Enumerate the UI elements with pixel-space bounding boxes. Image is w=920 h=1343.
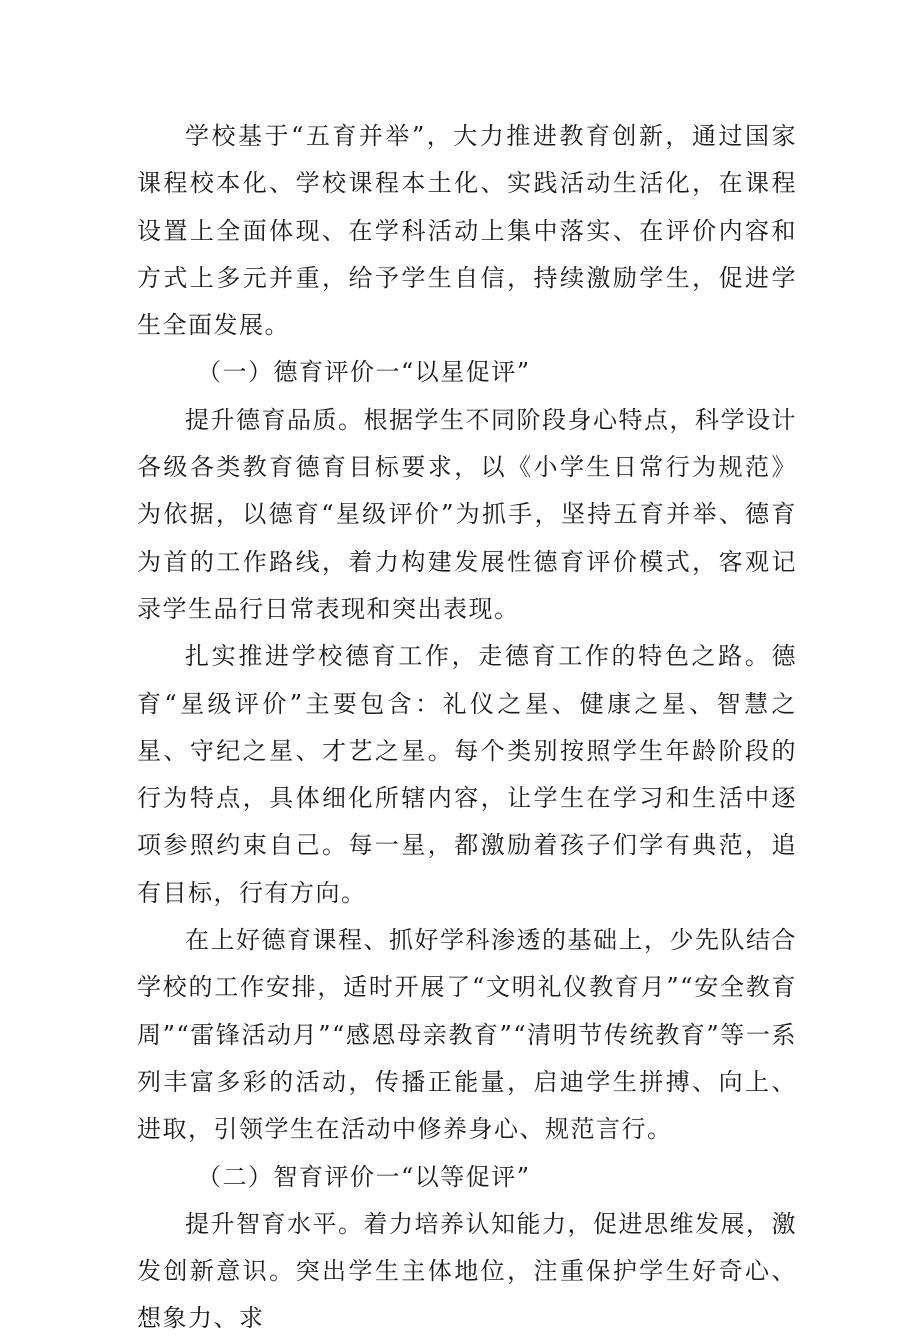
moral-paragraph-1: 提升德育品质。根据学生不同阶段身心特点，科学设计各级各类教育德育目标要求，以《小学生日常行为规范》为依据，以德育“星级评价”为抓手，坚持五育并举、德育为首的工作路线，着力构建发展性德育评价模式，客观记录学生品行日常表现和突出表现。 <box>137 405 797 623</box>
document-body <box>137 113 797 1343</box>
moral-paragraph-3: 在上好德育课程、抓好学科渗透的基础上，少先队结合学校的工作安排，适时开展了“文明礼仪教育月”“安全教育周”“雷锋活动月”“感恩母亲教育”“清明节传统教育”等一系列丰富多彩的活动，传播正能量，启迪学生拼搏、向上、进取，引领学生在活动中修养身心、规范言行。 <box>137 926 797 1144</box>
intellectual-paragraph-1: 提升智育水平。着力培养认知能力，促进思维发展，激发创新意识。突出学生主体地位，注重保护学生好奇心、想象力、求 <box>137 1209 797 1333</box>
section-heading-intellectual: （二）智育评价一“以等促评” <box>197 1162 531 1191</box>
section-heading-moral: （一）德育评价一“以星促评” <box>197 358 531 387</box>
moral-paragraph-2: 扎实推进学校德育工作，走德育工作的特色之路。德育“星级评价”主要包含：礼仪之星、健康之星、智慧之星、守纪之星、才艺之星。每个类别按照学生年龄阶段的行为特点，具体细化所辖内容，让学生在学习和生活中逐项参照约束自己。每一星，都激励着孩子们学有典范，追有目标，行有方向。 <box>137 642 797 907</box>
intro-paragraph: 学校基于“五育并举”，大力推进教育创新，通过国家课程校本化、学校课程本土化、实践活动生活化，在课程设置上全面体现、在学科活动上集中落实、在评价内容和方式上多元并重，给予学生自信，持续激励学生，促进学生全面发展。 <box>137 122 797 340</box>
